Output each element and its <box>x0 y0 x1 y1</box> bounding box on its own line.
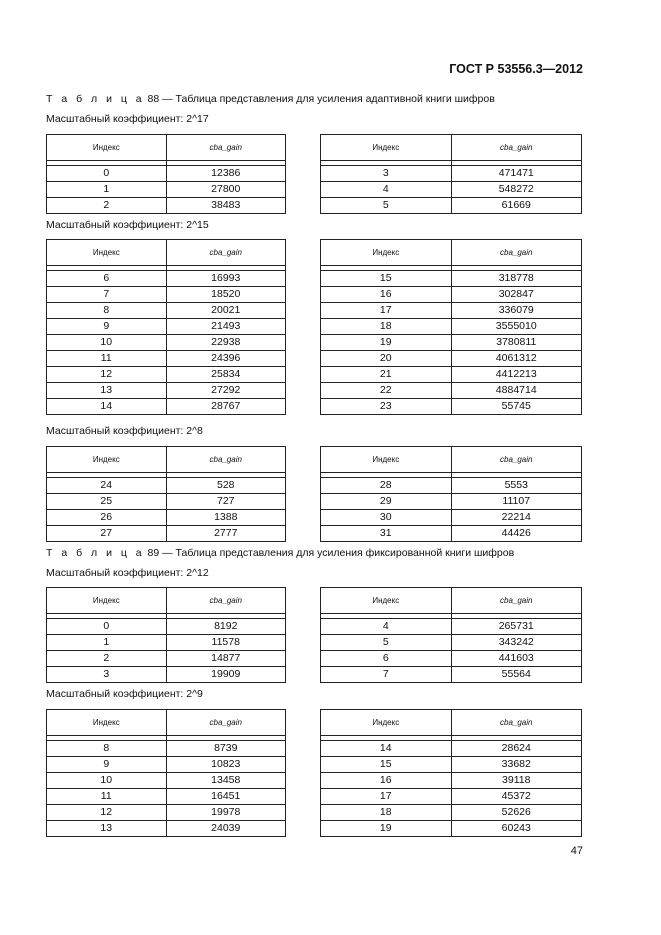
data-table-right <box>320 709 582 837</box>
data-table-left <box>46 709 286 837</box>
cba-gain-cell: 8192 <box>166 619 286 635</box>
cba-gain-cell: 24039 <box>166 821 286 837</box>
table-row <box>321 510 582 526</box>
table-row <box>47 805 286 821</box>
cba-gain-cell: 52626 <box>451 805 582 821</box>
cba-gain-cell: 265731 <box>451 619 582 635</box>
index-cell: 17 <box>321 303 452 319</box>
index-cell: 14 <box>47 399 167 415</box>
index-cell: 5 <box>321 635 452 651</box>
index-cell: 8 <box>47 741 167 757</box>
index-cell: 19 <box>321 821 452 837</box>
cba-gain-cell: 18520 <box>166 287 286 303</box>
index-cell: 4 <box>321 182 452 198</box>
column-header-cba-gain: cba_gain <box>451 710 582 736</box>
data-table-left <box>46 134 286 214</box>
column-header-cba-gain: cba_gain <box>166 710 286 736</box>
cba-gain-cell: 1388 <box>166 510 286 526</box>
index-cell: 28 <box>321 478 452 494</box>
index-cell: 18 <box>321 805 452 821</box>
cba-gain-cell: 25834 <box>166 367 286 383</box>
index-cell: 5 <box>321 198 452 214</box>
table-header-row <box>321 135 582 161</box>
column-header-cba-gain: cba_gain <box>166 447 286 473</box>
scale-label: Масштабный коэффициент: 2^9 <box>46 688 203 700</box>
data-table-right <box>320 134 582 214</box>
cba-gain-cell: 55745 <box>451 399 582 415</box>
cba-gain-cell: 318778 <box>451 271 582 287</box>
table-row <box>47 335 286 351</box>
index-cell: 4 <box>321 619 452 635</box>
table-row <box>321 821 582 837</box>
cba-gain-cell: 13458 <box>166 773 286 789</box>
cba-gain-cell: 5553 <box>451 478 582 494</box>
column-header-cba-gain: cba_gain <box>451 135 582 161</box>
cba-gain-cell: 12386 <box>166 166 286 182</box>
cba-gain-cell: 39118 <box>451 773 582 789</box>
cba-gain-cell: 16451 <box>166 789 286 805</box>
table-header-row <box>47 135 286 161</box>
table-header-row <box>321 710 582 736</box>
table-row <box>47 271 286 287</box>
index-cell: 26 <box>47 510 167 526</box>
cba-gain-cell: 3555010 <box>451 319 582 335</box>
table-row <box>321 635 582 651</box>
cba-gain-cell: 16993 <box>166 271 286 287</box>
index-cell: 9 <box>47 319 167 335</box>
cba-gain-cell: 45372 <box>451 789 582 805</box>
index-cell: 6 <box>47 271 167 287</box>
cba-gain-cell: 727 <box>166 494 286 510</box>
column-header-cba-gain: cba_gain <box>451 588 582 614</box>
column-header-index: Индекс <box>321 588 452 614</box>
table-row <box>321 667 582 683</box>
table-row <box>47 773 286 789</box>
index-cell: 0 <box>47 619 167 635</box>
table-header-row <box>47 710 286 736</box>
cba-gain-cell: 28767 <box>166 399 286 415</box>
table-88-caption: Т а б л и ц а 88 — Таблица представления для усиления адаптивной книги шифров <box>46 93 495 105</box>
index-cell: 25 <box>47 494 167 510</box>
index-cell: 17 <box>321 789 452 805</box>
cba-gain-cell: 11107 <box>451 494 582 510</box>
cba-gain-cell: 24396 <box>166 351 286 367</box>
cba-gain-cell: 4061312 <box>451 351 582 367</box>
cba-gain-cell: 4884714 <box>451 383 582 399</box>
table-row <box>321 303 582 319</box>
index-cell: 10 <box>47 335 167 351</box>
cba-gain-cell: 19909 <box>166 667 286 683</box>
cba-gain-cell: 14877 <box>166 651 286 667</box>
table-row <box>321 166 582 182</box>
data-table-right <box>320 587 582 683</box>
table-row <box>47 651 286 667</box>
cba-gain-cell: 21493 <box>166 319 286 335</box>
table-row <box>47 741 286 757</box>
cba-gain-cell: 27800 <box>166 182 286 198</box>
column-header-index: Индекс <box>321 240 452 266</box>
gost-header: ГОСТ Р 53556.3—2012 <box>449 62 583 76</box>
index-cell: 7 <box>47 287 167 303</box>
scale-label: Масштабный коэффициент: 2^17 <box>46 113 209 125</box>
table-row <box>321 651 582 667</box>
index-cell: 11 <box>47 789 167 805</box>
table-row <box>47 526 286 542</box>
table-row <box>47 367 286 383</box>
index-cell: 19 <box>321 335 452 351</box>
table-row <box>47 478 286 494</box>
table-row <box>321 383 582 399</box>
cba-gain-cell: 28624 <box>451 741 582 757</box>
index-cell: 1 <box>47 182 167 198</box>
table-row <box>321 805 582 821</box>
page-number: 47 <box>570 845 583 857</box>
cba-gain-cell: 343242 <box>451 635 582 651</box>
index-cell: 13 <box>47 821 167 837</box>
cba-gain-cell: 302847 <box>451 287 582 303</box>
index-cell: 0 <box>47 166 167 182</box>
table-row <box>321 351 582 367</box>
column-header-index: Индекс <box>47 447 167 473</box>
index-cell: 2 <box>47 198 167 214</box>
index-cell: 3 <box>47 667 167 683</box>
index-cell: 15 <box>321 757 452 773</box>
cba-gain-cell: 19978 <box>166 805 286 821</box>
cba-gain-cell: 22214 <box>451 510 582 526</box>
column-header-index: Индекс <box>47 710 167 736</box>
table-row <box>321 335 582 351</box>
table-row <box>47 635 286 651</box>
cba-gain-cell: 10823 <box>166 757 286 773</box>
scale-label: Масштабный коэффициент: 2^12 <box>46 567 209 579</box>
table-row <box>47 166 286 182</box>
index-cell: 1 <box>47 635 167 651</box>
table-header-row <box>47 240 286 266</box>
cba-gain-cell: 60243 <box>451 821 582 837</box>
table-row <box>321 741 582 757</box>
table-header-row <box>47 588 286 614</box>
column-header-cba-gain: cba_gain <box>166 588 286 614</box>
table-row <box>47 821 286 837</box>
column-header-index: Индекс <box>321 447 452 473</box>
cba-gain-cell: 27292 <box>166 383 286 399</box>
scale-label: Масштабный коэффициент: 2^15 <box>46 219 209 231</box>
table-header-row <box>321 240 582 266</box>
index-cell: 20 <box>321 351 452 367</box>
table-row <box>47 198 286 214</box>
index-cell: 21 <box>321 367 452 383</box>
data-table-right <box>320 446 582 542</box>
cba-gain-cell: 11578 <box>166 635 286 651</box>
column-header-index: Индекс <box>321 135 452 161</box>
index-cell: 6 <box>321 651 452 667</box>
table-header-row <box>47 447 286 473</box>
index-cell: 12 <box>47 805 167 821</box>
column-header-index: Индекс <box>47 240 167 266</box>
index-cell: 3 <box>321 166 452 182</box>
table-row <box>47 351 286 367</box>
scale-label: Масштабный коэффициент: 2^8 <box>46 425 203 437</box>
cba-gain-cell: 528 <box>166 478 286 494</box>
table-row <box>321 478 582 494</box>
data-table-left <box>46 446 286 542</box>
column-header-index: Индекс <box>47 135 167 161</box>
index-cell: 15 <box>321 271 452 287</box>
cba-gain-cell: 336079 <box>451 303 582 319</box>
column-header-index: Индекс <box>321 710 452 736</box>
table-row <box>321 182 582 198</box>
cba-gain-cell: 8739 <box>166 741 286 757</box>
table-row <box>321 271 582 287</box>
table-row <box>47 319 286 335</box>
index-cell: 8 <box>47 303 167 319</box>
cba-gain-cell: 548272 <box>451 182 582 198</box>
index-cell: 29 <box>321 494 452 510</box>
cba-gain-cell: 3780811 <box>451 335 582 351</box>
table-row <box>47 182 286 198</box>
index-cell: 14 <box>321 741 452 757</box>
cba-gain-cell: 33682 <box>451 757 582 773</box>
data-table-left <box>46 587 286 683</box>
table-header-row <box>321 447 582 473</box>
index-cell: 22 <box>321 383 452 399</box>
cba-gain-cell: 20021 <box>166 303 286 319</box>
table-row <box>47 619 286 635</box>
cba-gain-cell: 471471 <box>451 166 582 182</box>
index-cell: 24 <box>47 478 167 494</box>
column-header-cba-gain: cba_gain <box>451 447 582 473</box>
data-table-right <box>320 239 582 415</box>
table-row <box>321 526 582 542</box>
table-row <box>47 287 286 303</box>
table-89-caption: Т а б л и ц а 89 — Таблица представления для усиления фиксированной книги шифров <box>46 547 515 559</box>
table-row <box>321 773 582 789</box>
index-cell: 7 <box>321 667 452 683</box>
index-cell: 2 <box>47 651 167 667</box>
cba-gain-cell: 61669 <box>451 198 582 214</box>
table-row <box>47 494 286 510</box>
index-cell: 16 <box>321 287 452 303</box>
table-row <box>321 757 582 773</box>
column-header-cba-gain: cba_gain <box>166 135 286 161</box>
table-row <box>47 789 286 805</box>
index-cell: 23 <box>321 399 452 415</box>
cba-gain-cell: 22938 <box>166 335 286 351</box>
index-cell: 18 <box>321 319 452 335</box>
index-cell: 10 <box>47 773 167 789</box>
table-row <box>47 667 286 683</box>
table-row <box>321 399 582 415</box>
table-header-row <box>321 588 582 614</box>
column-header-cba-gain: cba_gain <box>166 240 286 266</box>
table-row <box>321 789 582 805</box>
index-cell: 11 <box>47 351 167 367</box>
column-header-cba-gain: cba_gain <box>451 240 582 266</box>
cba-gain-cell: 4412213 <box>451 367 582 383</box>
table-row <box>321 319 582 335</box>
cba-gain-cell: 38483 <box>166 198 286 214</box>
table-row <box>47 510 286 526</box>
table-row <box>321 367 582 383</box>
cba-gain-cell: 2777 <box>166 526 286 542</box>
table-row <box>321 287 582 303</box>
index-cell: 16 <box>321 773 452 789</box>
cba-gain-cell: 441603 <box>451 651 582 667</box>
data-table-left <box>46 239 286 415</box>
table-row <box>321 494 582 510</box>
index-cell: 13 <box>47 383 167 399</box>
table-row <box>47 399 286 415</box>
table-row <box>47 383 286 399</box>
index-cell: 30 <box>321 510 452 526</box>
index-cell: 12 <box>47 367 167 383</box>
index-cell: 9 <box>47 757 167 773</box>
table-row <box>321 198 582 214</box>
cba-gain-cell: 55564 <box>451 667 582 683</box>
index-cell: 31 <box>321 526 452 542</box>
table-row <box>321 619 582 635</box>
index-cell: 27 <box>47 526 167 542</box>
cba-gain-cell: 44426 <box>451 526 582 542</box>
table-row <box>47 303 286 319</box>
column-header-index: Индекс <box>47 588 167 614</box>
table-row <box>47 757 286 773</box>
